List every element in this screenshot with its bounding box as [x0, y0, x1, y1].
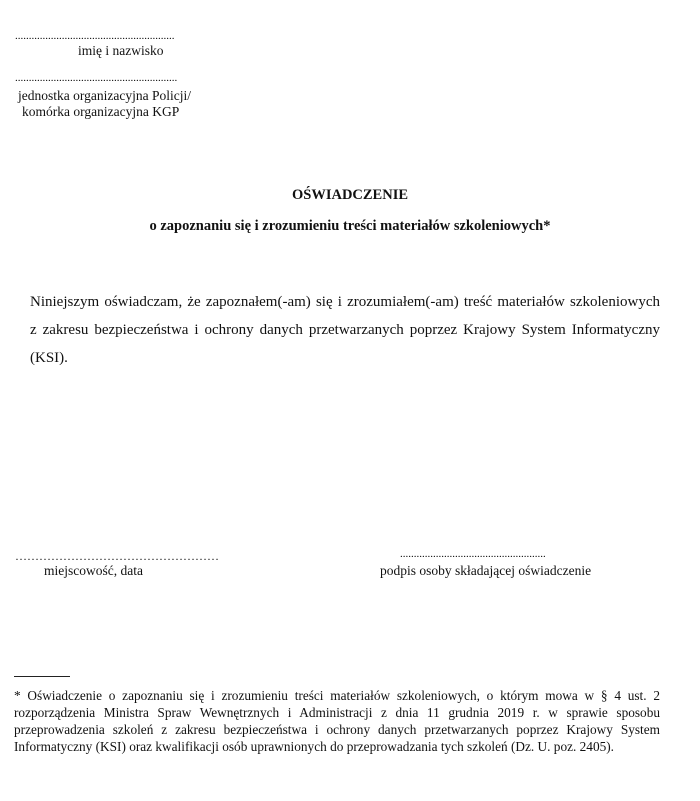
footnote-line-2: rozporządzenia Ministra Spraw Wewnętrznych i Administracji z dnia 11 grudnia 2019 r. w sprawie sposobu	[14, 705, 660, 720]
footnote-separator	[14, 676, 70, 677]
signature-dotted-line: .....................................................	[400, 548, 546, 560]
place-date-label: miejscowość, data	[44, 563, 143, 578]
declaration-body	[30, 288, 660, 372]
footnote-marker: *	[543, 218, 551, 234]
declaration-line-1: Niniejszym oświadczam, że zapoznałem(-am) się i zrozumiałem(-am) treść materiałów szkoleniowych	[30, 294, 660, 310]
declaration-line-2: z zakresu bezpieczeństwa i ochrony danych przetwarzanych poprzez Krajowy System Informatyczny (KSI).	[30, 322, 660, 366]
signature-label: podpis osoby składającej oświadczenie	[380, 563, 592, 578]
unit-label-line2: komórka organizacyjna KGP	[22, 104, 180, 119]
document-subtitle-text: o zapoznaniu się i zrozumieniu treści materiałów szkoleniowych	[149, 218, 544, 234]
footnote-line-1: * Oświadczenie o zapoznaniu się i zrozumieniu treści materiałów szkoleniowych, o którym mowa w § 4 ust. 2	[14, 688, 660, 703]
document-title: OŚWIADCZENIE	[291, 187, 409, 203]
footnote-line-4: Informatyczny (KSI) oraz kwalifikacji osób uprawnionych do przeprowadzania tych szkoleń (Dz. U. poz. 2405).	[14, 739, 615, 754]
place-date-dotted-line: ……………………………………………	[15, 549, 219, 563]
unit-label-line1: jednostka organizacyjna Policji/	[18, 88, 191, 103]
footnote	[14, 687, 660, 755]
unit-dotted-line: ...........................................................	[15, 72, 178, 84]
name-dotted-line: ..........................................................	[15, 30, 175, 42]
footnote-line-3: przeprowadzenia szkoleń z zakresu bezpieczeństwa i ochrony danych przetwarzanych poprzez Krajowy System	[14, 722, 660, 737]
document-subtitle	[0, 218, 700, 235]
name-label: imię i nazwisko	[78, 43, 164, 58]
